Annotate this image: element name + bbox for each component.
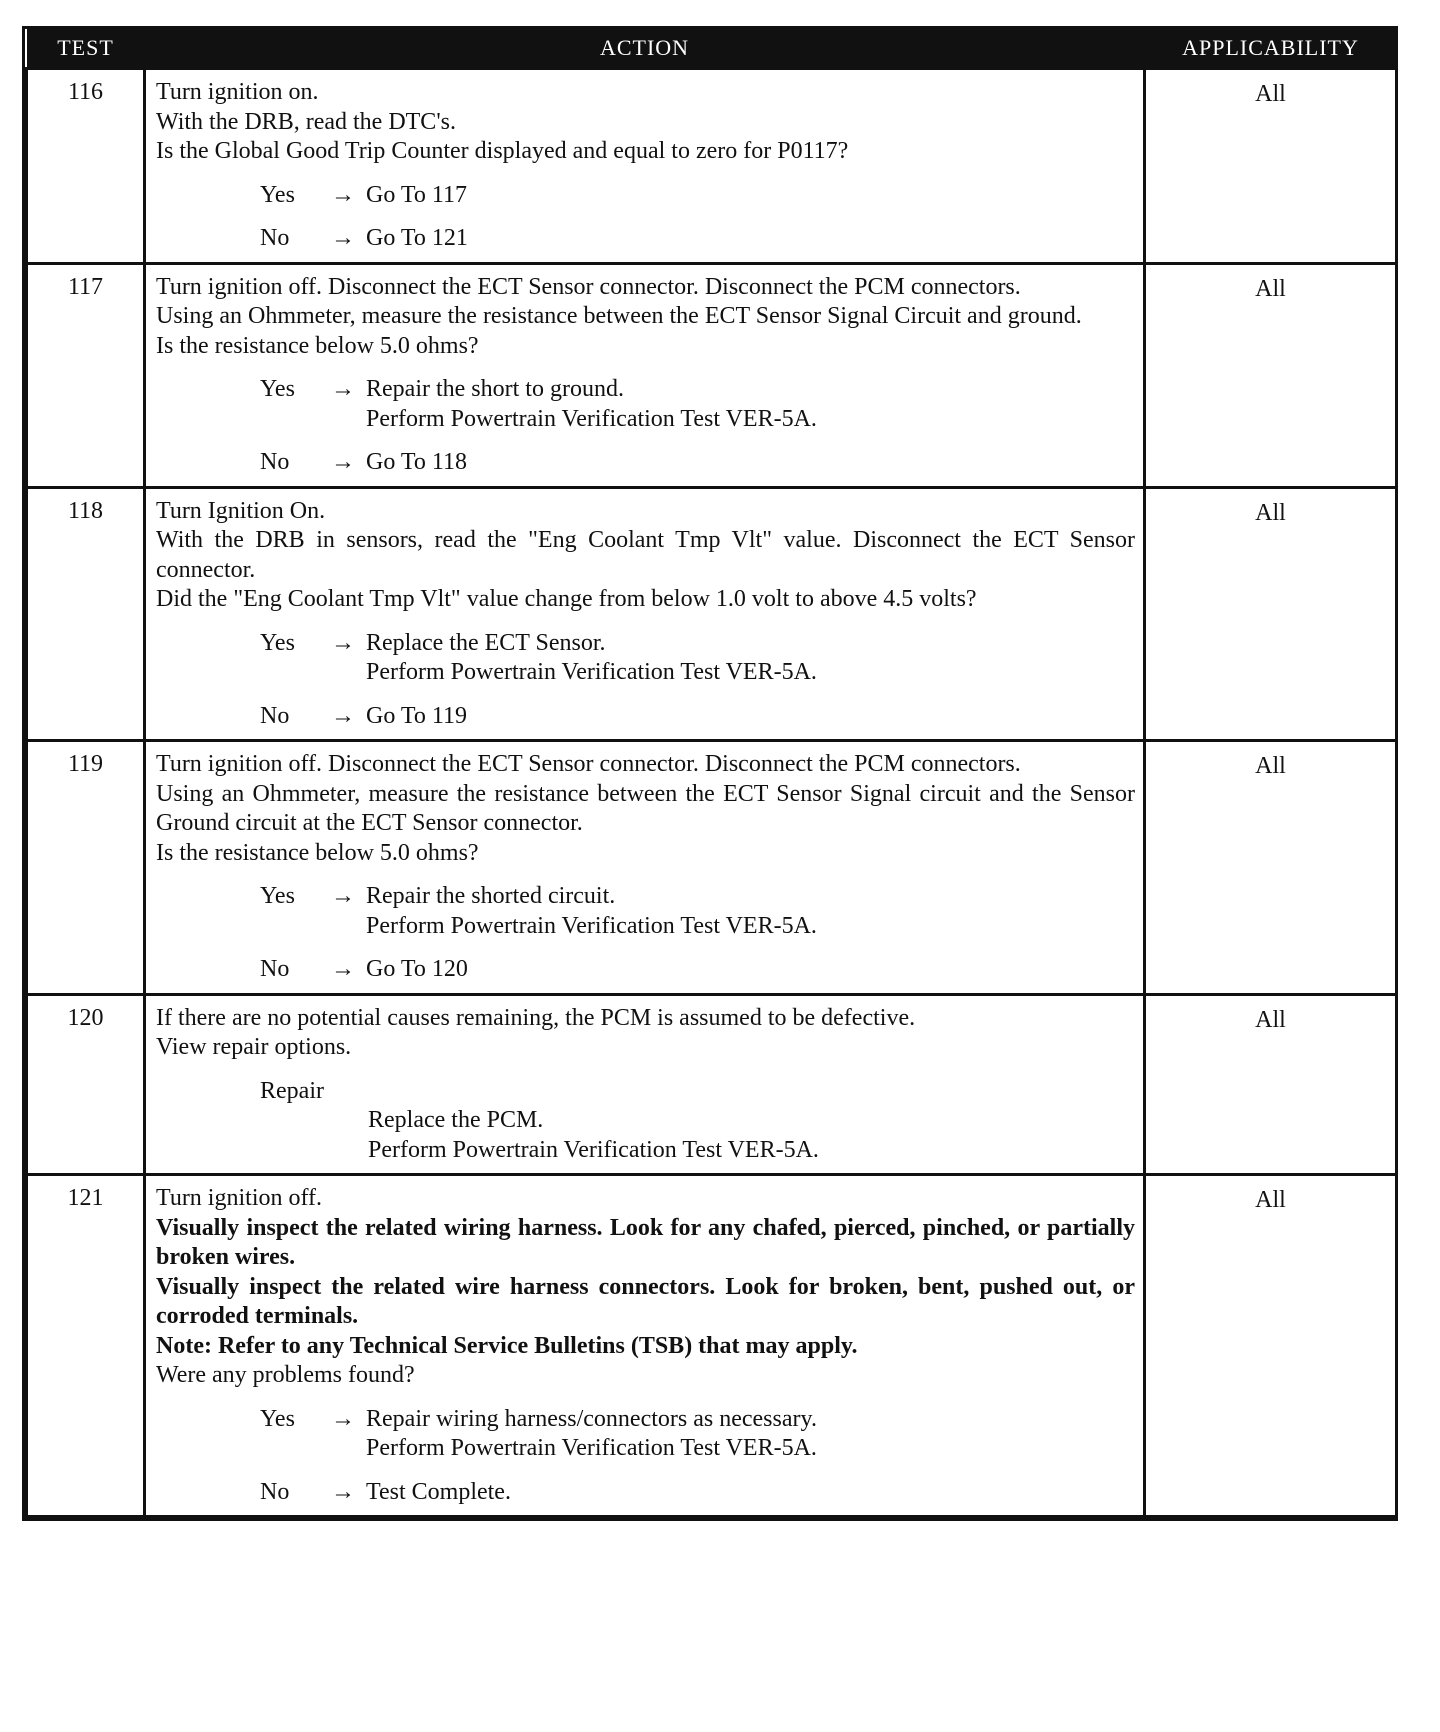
yes-branch	[260, 882, 1135, 941]
result-line: Replace the PCM.	[368, 1107, 544, 1133]
action-line: Turn ignition on.	[156, 79, 319, 105]
header-row	[27, 29, 1397, 69]
repair-label: Repair	[260, 1077, 324, 1104]
yes-result	[366, 882, 817, 941]
test-row-120	[27, 994, 1397, 1175]
test-number: 118	[27, 487, 145, 741]
no-label: No	[260, 702, 290, 729]
right-arrow-icon: →	[331, 1405, 355, 1432]
no-branch	[260, 224, 1135, 254]
test-row-119	[27, 741, 1397, 995]
right-arrow-icon: →	[331, 181, 355, 208]
action-line: If there are no potential causes remaining, the PCM is assumed to be defective.	[156, 1004, 916, 1031]
yes-label: Yes	[260, 629, 295, 656]
right-arrow-icon: →	[331, 376, 355, 402]
applicability-value: All	[1145, 69, 1397, 264]
action-line: Is the resistance below 5.0 ohms?	[156, 332, 479, 359]
applicability-value: All	[1145, 994, 1397, 1175]
right-arrow-icon: →	[331, 225, 355, 251]
yes-result	[366, 629, 817, 688]
test-number: 117	[27, 263, 145, 487]
result-line: Repair the shorted circuit.	[366, 883, 616, 909]
branches	[156, 375, 1135, 478]
action-line: With the DRB in sensors, read the "Eng Coolant Tmp Vlt" value. Disconnect the ECT Sensor connector.	[156, 527, 1135, 583]
action-line: Turn ignition off.	[156, 1185, 323, 1211]
no-branch	[260, 1478, 1135, 1508]
no-result	[366, 224, 468, 254]
right-arrow-icon: →	[331, 1478, 355, 1505]
test-row-117	[27, 263, 1397, 487]
result-line: Repair the short to ground.	[366, 376, 624, 402]
no-result	[366, 702, 467, 732]
yes-label: Yes	[260, 376, 295, 402]
result-line: Repair wiring harness/connectors as necessary.	[366, 1405, 817, 1432]
result-line: Go To 121	[366, 225, 468, 251]
action-line: Were any problems found?	[156, 1362, 415, 1388]
no-label: No	[260, 449, 290, 475]
header-applicability: APPLICABILITY	[1145, 29, 1397, 69]
branches	[156, 882, 1135, 985]
result-line: Perform Powertrain Verification Test VER-5A.	[368, 1136, 819, 1163]
no-result	[366, 448, 467, 478]
result-line: Perform Powertrain Verification Test VER-5A.	[366, 1435, 817, 1461]
test-row-121	[27, 1175, 1397, 1517]
yes-branch	[260, 375, 1135, 434]
repair-result	[368, 1106, 1135, 1165]
action-cell	[145, 69, 1145, 264]
action-line: Using an Ohmmeter, measure the resistance between the ECT Sensor Signal circuit and the Sensor Ground circuit at the ECT Sensor connector.	[156, 780, 1135, 836]
action-line: Did the "Eng Coolant Tmp Vlt" value change from below 1.0 volt to above 4.5 volts?	[156, 586, 977, 612]
action-line: Turn Ignition On.	[156, 497, 326, 524]
action-cell	[145, 487, 1145, 741]
action-line: Using an Ohmmeter, measure the resistance between the ECT Sensor Signal Circuit and ground.	[156, 303, 1082, 329]
action-line: View repair options.	[156, 1034, 352, 1060]
action-cell	[145, 263, 1145, 487]
test-number: 120	[27, 994, 145, 1175]
diagnostic-procedure-table	[22, 26, 1398, 1521]
action-line: Is the Global Good Trip Counter displayed and equal to zero for P0117?	[156, 138, 849, 164]
result-line: Go To 117	[366, 181, 467, 208]
result-line: Test Complete.	[366, 1478, 511, 1505]
action-line: Visually inspect the related wiring harness. Look for any chafed, pierced, pinched, or partially broken wires.	[156, 1214, 1135, 1270]
action-cell	[145, 741, 1145, 995]
yes-result	[366, 1405, 817, 1464]
test-row-118	[27, 487, 1397, 741]
branches	[156, 181, 1135, 254]
yes-result	[366, 375, 817, 434]
action-cell	[145, 994, 1145, 1175]
action-line: With the DRB, read the DTC's.	[156, 108, 456, 135]
action-line: Turn ignition off. Disconnect the ECT Sensor connector. Disconnect the PCM connectors.	[156, 273, 1021, 300]
no-result	[366, 1478, 511, 1508]
no-branch	[260, 955, 1135, 985]
branches	[156, 629, 1135, 732]
test-number: 116	[27, 69, 145, 264]
result-line: Perform Powertrain Verification Test VER-5A.	[366, 405, 817, 432]
result-line: Replace the ECT Sensor.	[366, 629, 606, 656]
applicability-value: All	[1145, 741, 1397, 995]
header-test: TEST	[27, 29, 145, 69]
test-number: 121	[27, 1175, 145, 1517]
no-branch	[260, 448, 1135, 478]
applicability-value: All	[1145, 487, 1397, 741]
no-label: No	[260, 225, 290, 251]
yes-label: Yes	[260, 1405, 295, 1432]
test-row-116	[27, 69, 1397, 264]
no-label: No	[260, 1478, 290, 1505]
header-action: ACTION	[145, 29, 1145, 69]
no-result	[366, 955, 468, 985]
yes-branch	[260, 181, 1135, 211]
branches	[156, 1405, 1135, 1508]
action-line: Is the resistance below 5.0 ohms?	[156, 839, 479, 866]
action-line: Turn ignition off. Disconnect the ECT Sensor connector. Disconnect the PCM connectors.	[156, 751, 1021, 777]
result-line: Go To 118	[366, 449, 467, 475]
action-cell	[145, 1175, 1145, 1517]
right-arrow-icon: →	[331, 956, 355, 982]
no-label: No	[260, 956, 290, 982]
result-line: Perform Powertrain Verification Test VER-5A.	[366, 659, 817, 685]
yes-branch	[260, 629, 1135, 688]
no-branch	[260, 702, 1135, 732]
right-arrow-icon: →	[331, 629, 355, 656]
test-number: 119	[27, 741, 145, 995]
result-line: Go To 119	[366, 702, 467, 729]
right-arrow-icon: →	[331, 449, 355, 475]
yes-branch	[260, 1405, 1135, 1464]
test-table	[25, 29, 1398, 1518]
action-line: Visually inspect the related wire harness connectors. Look for broken, bent, pushed out, or corroded terminals.	[156, 1273, 1135, 1329]
right-arrow-icon: →	[331, 702, 355, 729]
result-line: Perform Powertrain Verification Test VER-5A.	[366, 912, 817, 939]
yes-label: Yes	[260, 883, 295, 909]
applicability-value: All	[1145, 1175, 1397, 1517]
result-line: Go To 120	[366, 956, 468, 982]
yes-result	[366, 181, 467, 211]
action-line: Note: Refer to any Technical Service Bulletins (TSB) that may apply.	[156, 1332, 858, 1359]
right-arrow-icon: →	[331, 883, 355, 909]
yes-label: Yes	[260, 181, 295, 208]
applicability-value: All	[1145, 263, 1397, 487]
